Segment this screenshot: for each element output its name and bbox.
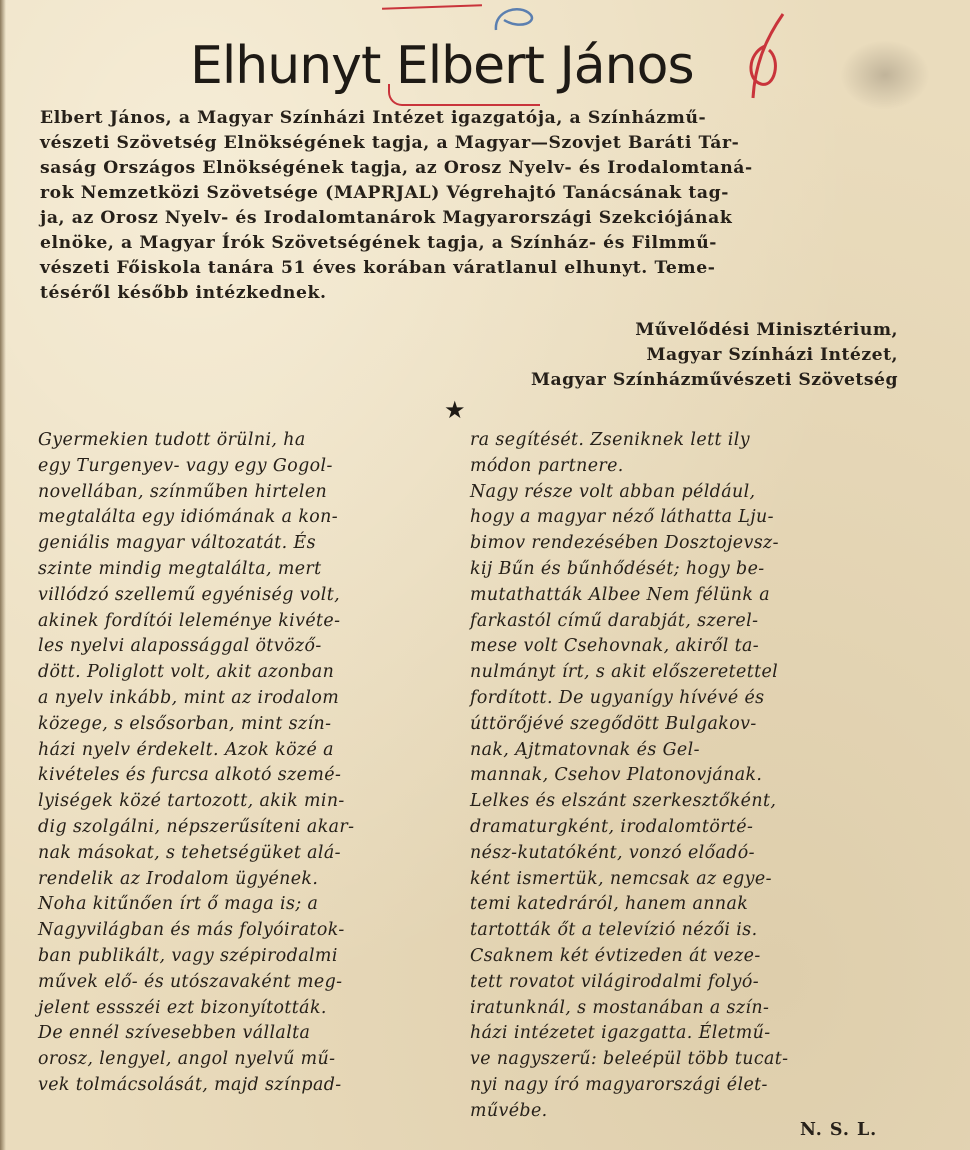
column-line: De ennél szívesebben vállalta [38, 1023, 311, 1044]
column-line: művébe. [470, 1100, 548, 1121]
column-line: egy Turgenyev- vagy egy Gogol- [38, 455, 333, 476]
column-line: mannak, Csehov Platonovjának. [470, 765, 763, 786]
column-line: tett rovatot világirodalmi folyó- [470, 971, 760, 992]
announcement-line: saság Országos Elnökségének tagja, az Orosz Nyelv- és Irodalomtaná- [40, 158, 753, 178]
column-line: módon partnere. [470, 455, 624, 476]
column-line: házi intézetet igazgatta. Életmű- [470, 1023, 771, 1044]
column-line: kij Bűn és bűnhődését; hogy be- [470, 558, 765, 579]
announcement-line: ja, az Orosz Nyelv- és Irodalomtanárok Magyarországi Szekciójának [40, 208, 733, 228]
column-line: mese volt Csehovnak, akiről ta- [470, 636, 760, 657]
column-line: farkastól című darabját, szerel- [470, 610, 759, 631]
column-line: novellában, színműben hirtelen [38, 481, 328, 502]
obituary-right-column [470, 428, 910, 1125]
column-line: Nagyvilágban és más folyóiratok- [38, 920, 345, 941]
column-line: temi katedráról, hanem annak [470, 894, 749, 915]
column-line: nyi nagy író magyarországi élet- [470, 1074, 768, 1095]
column-line: tartották őt a televízió nézői is. [470, 920, 758, 941]
column-line: orosz, lengyel, angol nyelvű mű- [38, 1049, 336, 1070]
column-line: villódzó szellemű egyéniség volt, [38, 584, 341, 605]
announcement-line: vészeti Szövetség Elnökségének tagja, a Magyar—Szovjet Baráti Tár- [40, 133, 740, 153]
announcement-line: elnöke, a Magyar Írók Szövetségének tagja, a Színház- és Filmmű- [40, 233, 718, 253]
column-line: dramaturgként, irodalomtörté- [470, 816, 754, 837]
column-line: ve nagyszerű: beleépül több tucat- [470, 1049, 789, 1070]
column-line: hogy a magyar néző láthatta Lju- [470, 507, 774, 528]
column-line: vek tolmácsolását, majd színpad- [38, 1074, 342, 1095]
column-line: nak másokat, s tehetségüket alá- [38, 842, 341, 863]
column-line: dig szolgálni, népszerűsíteni akar- [38, 816, 355, 837]
column-line: Gyermekien tudott örülni, ha [38, 430, 306, 450]
column-line: Nagy része volt abban például, [470, 481, 756, 502]
column-line: geniális magyar változatát. És [38, 533, 316, 554]
column-line: kivételes és furcsa alkotó szemé- [38, 765, 342, 786]
column-line: ként ismertük, nemcsak az egye- [470, 868, 772, 889]
column-line: művek elő- és utószavaként meg- [38, 971, 343, 992]
column-line: iratunknál, s mostanában a szín- [470, 997, 770, 1018]
red-pencil-underline [388, 84, 540, 106]
signatory: Magyar Színházművészeti Szövetség [531, 370, 898, 390]
column-line: Lelkes és elszánt szerkesztőként, [470, 791, 777, 812]
column-line: les nyelvi alapossággal ötvöző- [38, 636, 322, 657]
ink-smudge [840, 40, 930, 110]
column-line: lyiségek közé tartozott, akik min- [38, 791, 345, 812]
signatory: Művelődési Minisztérium, [635, 320, 898, 340]
red-pencil-scribble [735, 10, 795, 105]
column-line: szinte mindig megtalálta, mert [38, 558, 322, 579]
column-line: mutathatták Albee Nem félünk a [470, 584, 771, 605]
column-line: Csaknem két évtizeden át veze- [470, 945, 761, 966]
column-line: nak, Ajtmatovnak és Gel- [470, 739, 700, 760]
column-line: házi nyelv érdekelt. Azok közé a [38, 739, 334, 760]
obituary-left-column [38, 428, 458, 1099]
red-pencil-line [382, 4, 482, 9]
column-line: ra segítését. Zseniknek lett ily [470, 430, 750, 450]
column-line: megtalálta egy idiómának a kon- [38, 507, 339, 528]
headline: Elhunyt Elbert János [190, 36, 694, 96]
column-line: közege, s elsősorban, mint szín- [38, 713, 332, 734]
announcement-line: rok Nemzetközi Szövetsége (MAPRJAL) Végrehajtó Tanácsának tag- [40, 183, 730, 203]
signatory: Magyar Színházi Intézet, [646, 345, 898, 365]
column-line: a nyelv inkább, mint az irodalom [38, 687, 340, 708]
column-line: akinek fordítói leleménye kivéte- [38, 610, 341, 631]
column-line: bimov rendezésében Dosztojevsz- [470, 533, 779, 554]
column-line: úttörőjévé szegődött Bulgakov- [470, 713, 757, 734]
column-line: fordított. De ugyanígy hívévé és [470, 687, 765, 708]
star-separator-icon: ★ [444, 396, 466, 424]
clipping-edge-shadow [0, 0, 6, 1150]
column-line: rendelik az Irodalom ügyének. [38, 868, 319, 889]
column-line: nész-kutatóként, vonzó előadó- [470, 842, 755, 863]
column-line: nulmányt írt, s akit előszeretettel [470, 662, 779, 683]
column-line: jelent essszéi ezt bizonyították. [38, 997, 327, 1018]
column-line: ban publikált, vagy szépirodalmi [38, 945, 338, 966]
author-initials: N. S. L. [800, 1120, 878, 1140]
column-line: dött. Poliglott volt, akit azonban [38, 662, 335, 683]
announcement-line: téséről később intézkednek. [40, 283, 327, 303]
announcement-line: Elbert János, a Magyar Színházi Intézet igazgatója, a Színházmű- [40, 108, 707, 128]
announcement-paragraph [40, 106, 908, 306]
signatories [531, 318, 898, 393]
announcement-line: vészeti Főiskola tanára 51 éves korában váratlanul elhunyt. Teme- [40, 258, 716, 278]
column-line: Noha kitűnően írt ő maga is; a [38, 894, 319, 915]
